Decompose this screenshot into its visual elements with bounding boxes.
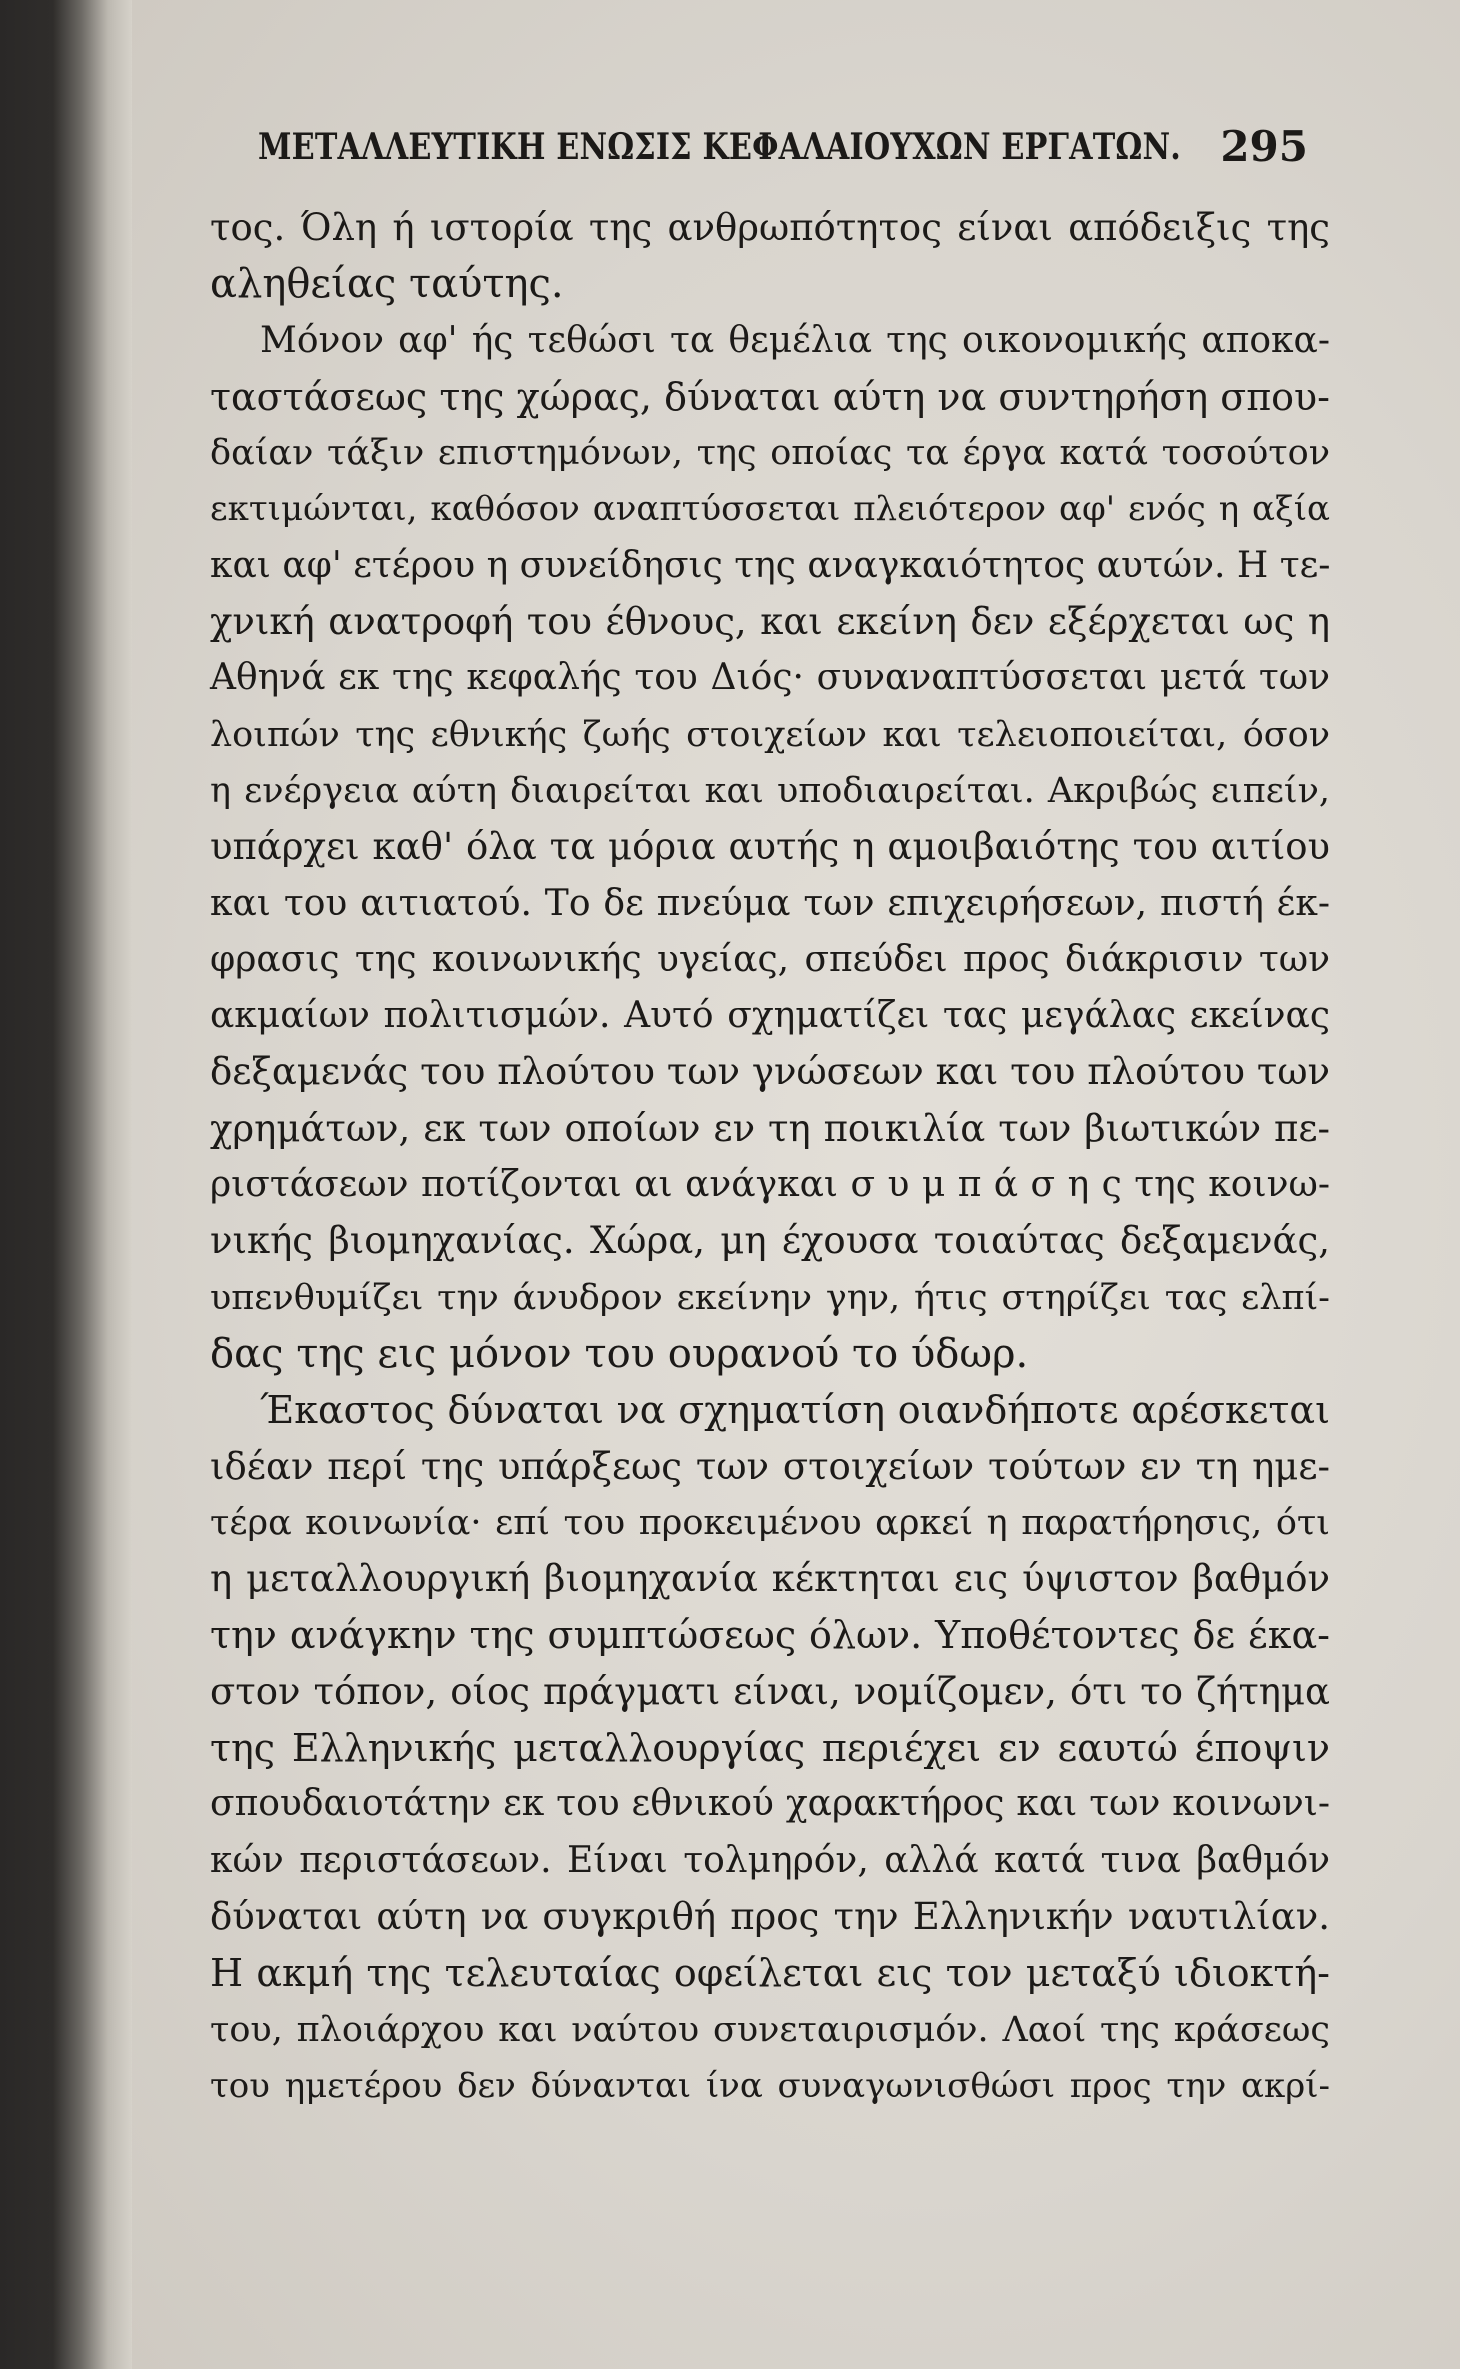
text-line: του, πλοιάρχου και ναύτου συνεταιρισμόν. Λαοί της κράσεως [210,2009,1330,2050]
text-line: Μόνον αφ' ής τεθώσι τα θεμέλια της οικονομικής αποκα- [260,319,1330,361]
text-line: Αθηνά εκ της κεφαλής του Διός· συναναπτύσσεται μετά των [210,657,1330,699]
text-line: ριστάσεων ποτίζονται αι ανάγκαι σ υ μ π ά σ η ς της κοινω- [210,1164,1330,1206]
text-line: δαίαν τάξιν επιστημόνων, της οποίας τα έργα κατά τοσούτον [210,433,1330,474]
text-line: υπενθυμίζει την άνυδρον εκείνην γην, ήτις στηρίζει τας ελπί- [210,1277,1330,1318]
text-line: δύναται αύτη να συγκριθή προς την Ελληνικήν ναυτιλίαν. [210,1894,1330,1938]
text-line: η μεταλλουργική βιομηχανία κέκτηται εις ύψιστον βαθμόν [210,1557,1330,1601]
text-line: φρασις της κοινωνικής υγείας, σπεύδει προς διάκρισιν των [210,938,1330,980]
text-line: νικής βιομηχανίας. Χώρα, μη έχουσα τοιαύτας δεξαμενάς, [210,1219,1330,1263]
text-line: ακμαίων πολιτισμών. Αυτό σχηματίζει τας μεγάλας εκείνας [210,995,1330,1037]
body-text [210,200,1330,2114]
text-line: την ανάγκην της συμπτώσεως όλων. Υποθέτοντες δε έκα- [210,1613,1330,1658]
text-line: ταστάσεως της χώρας, δύναται αύτη να συντηρήση σπου- [210,374,1330,419]
text-line: η ενέργεια αύτη διαιρείται και υποδιαιρείται. Ακριβώς ειπείν, [210,770,1330,811]
text-line: δεξαμενάς του πλούτου των γνώσεων και του πλούτου των [210,1050,1330,1094]
text-line: κών περιστάσεων. Είναι τολμηρόν, αλλά κατά τινα βαθμόν [210,1839,1330,1881]
text-line: δας της εις μόνον του ουρανού το ύδωρ. [210,1330,1029,1377]
book-binding-shadow [0,0,132,2369]
text-line: και αφ' ετέρου η συνείδησις της αναγκαιότητος αυτών. Η τε- [210,544,1331,586]
text-line: χνική ανατροφή του έθνους, και εκείνη δεν εξέρχεται ως η [210,600,1330,644]
text-line: της Ελληνικής μεταλλουργίας περιέχει εν εαυτώ έποψιν [210,1726,1330,1771]
running-head: ΜΕΤΑΛΛΕΥΤΙΚΗ ΕΝΩΣΙΣ ΚΕΦΑΛΑΙΟΥΧΩΝ ΕΡΓΑΤΩΝ. [258,126,1182,168]
page-number: 295 [1220,122,1308,171]
text-line: εκτιμώνται, καθόσον αναπτύσσεται πλειότερον αφ' ενός η αξία [210,489,1330,530]
text-line: λοιπών της εθνικής ζωής στοιχείων και τελειοποιείται, όσον [210,714,1330,755]
text-line: τος. Όλη ή ιστορία της ανθρωπότητος είναι απόδειξις της [210,206,1330,249]
text-line: στον τόπον, οίος πράγματι είναι, νομίζομεν, ότι το ζήτημα [210,1669,1330,1713]
text-line: σπουδαιοτάτην εκ του εθνικού χαρακτήρος και των κοινωνι- [210,1783,1330,1825]
page-header [258,118,1308,178]
text-line: τέρα κοινωνία· επί του προκειμένου αρκεί η παρατήρησις, ότι [210,1502,1330,1543]
text-line: ιδέαν περί της υπάρξεως των στοιχείων τούτων εν τη ημε- [210,1444,1330,1488]
text-line: αληθείας ταύτης. [210,261,564,308]
text-line: και του αιτιατού. Το δε πνεύμα των επιχειρήσεων, πιστή έκ- [210,882,1330,924]
text-line: χρημάτων, εκ των οποίων εν τη ποικιλία των βιωτικών πε- [210,1106,1330,1150]
text-line: του ημετέρου δεν δύνανται ίνα συναγωνισθώσι προς την ακρί- [210,2065,1330,2106]
text-line: υπάρχει καθ' όλα τα μόρια αυτής η αμοιβαιότης του αιτίου [210,825,1330,869]
text-line: Έκαστος δύναται να σχηματίση οιανδήποτε αρέσκεται [260,1388,1330,1433]
text-line: Η ακμή της τελευταίας οφείλεται εις τον μεταξύ ιδιοκτή- [210,1951,1330,1996]
